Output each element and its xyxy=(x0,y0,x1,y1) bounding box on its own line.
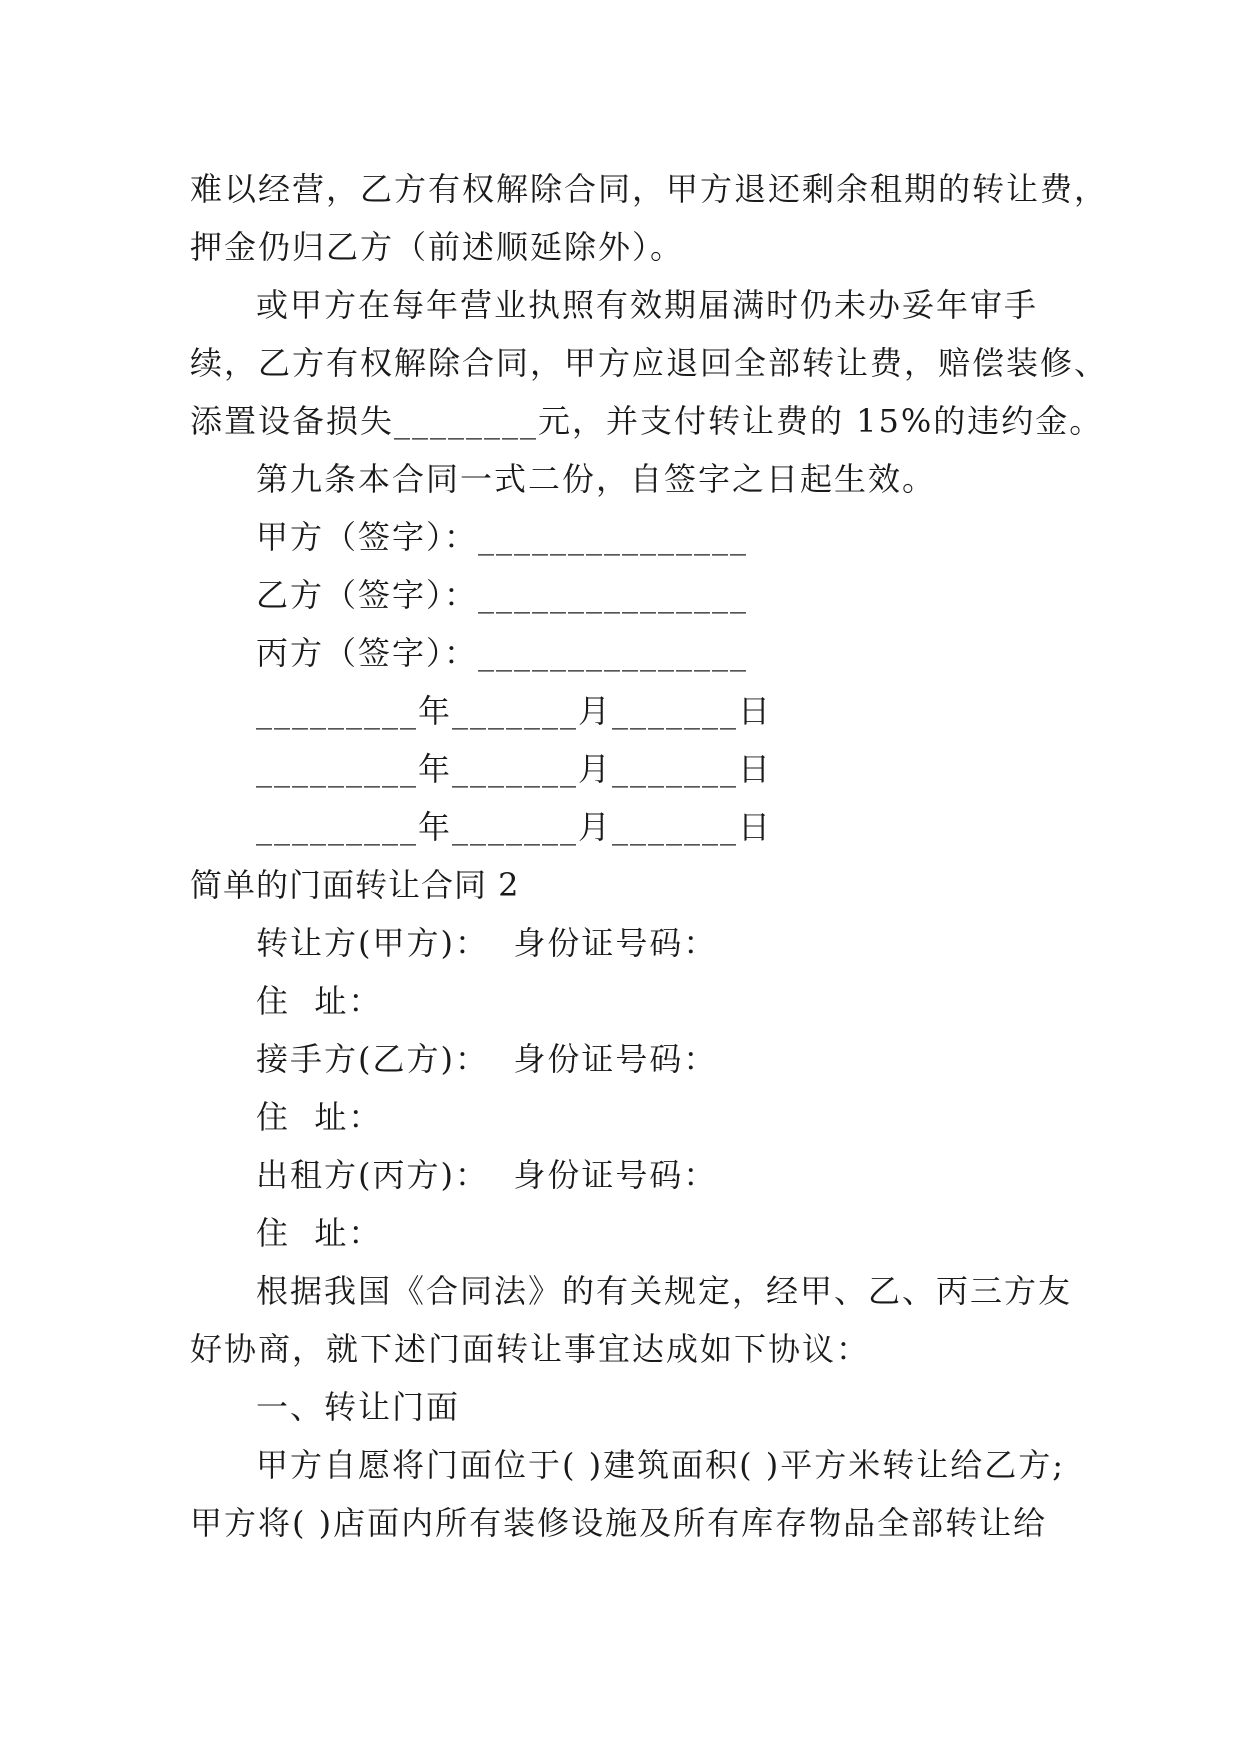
paragraph-line: 添置设备损失________元，并支付转让费的 15%的违约金。 xyxy=(190,402,1104,440)
paragraph-line: 或甲方在每年营业执照有效期届满时仍未办妥年审手 xyxy=(256,286,1039,324)
date-line: _________年_______月_______日 xyxy=(256,808,773,846)
paragraph-line: 续，乙方有权解除合同，甲方应退回全部转让费，赔偿装修、 xyxy=(190,344,1109,382)
date-line: _________年_______月_______日 xyxy=(256,692,773,730)
document-page xyxy=(190,160,1109,1552)
clause-nine: 第九条本合同一式二份，自签字之日起生效。 xyxy=(256,460,937,498)
paragraph-line: 甲方将( )店面内所有装修设施及所有库存物品全部转让给 xyxy=(190,1504,1048,1542)
party-transferee-address: 住 址： xyxy=(256,1098,383,1136)
subsection-title: 一、转让门面 xyxy=(256,1388,461,1426)
paragraph-line: 难以经营，乙方有权解除合同，甲方退还剩余租期的转让费， xyxy=(190,170,1109,208)
signature-party-b: 乙方（签字）：_______________ xyxy=(256,576,749,614)
signature-party-a: 甲方（签字）：_______________ xyxy=(256,518,749,556)
party-lessor-address: 住 址： xyxy=(256,1214,383,1252)
section-title: 简单的门面转让合同 2 xyxy=(190,866,520,904)
party-transferee: 接手方(乙方)： 身份证号码： xyxy=(256,1040,718,1078)
paragraph-line: 押金仍归乙方（前述顺延除外）。 xyxy=(190,228,685,266)
paragraph-line: 好协商，就下述门面转让事宜达成如下协议： xyxy=(190,1330,871,1368)
paragraph-line: 甲方自愿将门面位于( )建筑面积( )平方米转让给乙方; xyxy=(256,1446,1066,1484)
party-transferor: 转让方(甲方)： 身份证号码： xyxy=(256,924,718,962)
signature-party-c: 丙方（签字）：_______________ xyxy=(256,634,749,672)
paragraph-line: 根据我国《合同法》的有关规定，经甲、乙、丙三方友 xyxy=(256,1272,1073,1310)
party-transferor-address: 住 址： xyxy=(256,982,383,1020)
date-line: _________年_______月_______日 xyxy=(256,750,773,788)
party-lessor: 出租方(丙方)： 身份证号码： xyxy=(256,1156,718,1194)
